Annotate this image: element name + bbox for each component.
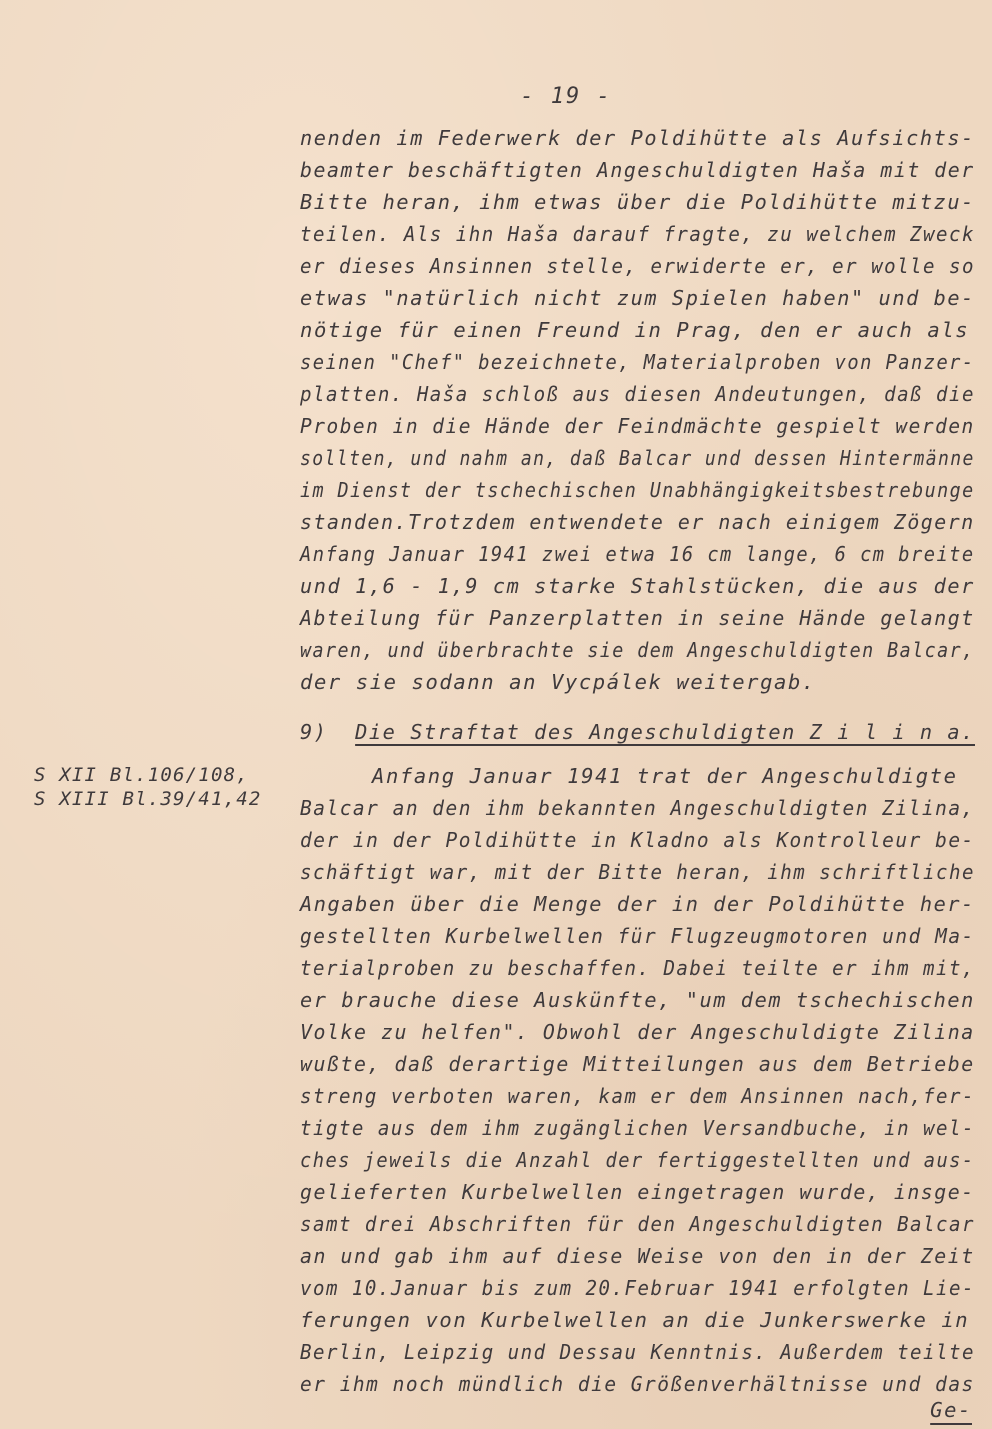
text-line: nötige für einen Freund in Prag, den er auch als (300, 318, 970, 342)
text-line: teilen. Als ihn Haša darauf fragte, zu welchem Zweck (300, 222, 975, 246)
text-line: und 1,6 - 1,9 cm starke Stahlstücken, die aus der (300, 574, 975, 598)
text-line: gestellten Kurbelwellen für Flugzeugmotoren und Ma- (300, 924, 975, 948)
text-line: sollten, und nahm an, daß Balcar und dessen Hintermänne (300, 446, 975, 470)
text-line: vom 10.Januar bis zum 20.Februar 1941 erfolgten Lie- (300, 1276, 975, 1300)
text-line: Anfang Januar 1941 zwei etwa 16 cm lange, 6 cm breite (300, 542, 975, 566)
text-line: terialproben zu beschaffen. Dabei teilte er ihm mit, (300, 956, 975, 980)
text-line: gelieferten Kurbelwellen eingetragen wurde, insge- (300, 1180, 975, 1204)
text-line: er brauche diese Auskünfte, "um dem tschechischen (300, 988, 975, 1012)
text-line: tigte aus dem ihm zugänglichen Versandbuche, in wel- (300, 1116, 975, 1140)
text-line: standen.Trotzdem entwendete er nach einigem Zögern (300, 510, 975, 534)
text-line: waren, und überbrachte sie dem Angeschuldigten Balcar, (300, 638, 975, 662)
section-title: Die Straftat des Angeschuldigten Z i l i n a. (355, 720, 975, 744)
text-line: der in der Poldihütte in Kladno als Kontrolleur be- (300, 828, 975, 852)
section-heading (300, 722, 975, 743)
text-line: Anfang Januar 1941 trat der Angeschuldigte (372, 764, 958, 788)
text-line: samt drei Abschriften für den Angeschuldigten Balcar (300, 1212, 975, 1236)
margin-note: S XIII Bl.39/41,42 (34, 788, 262, 810)
margin-note: S XII Bl.106/108, (34, 764, 249, 786)
text-line: Volke zu helfen". Obwohl der Angeschuldigte Zilina (300, 1020, 975, 1044)
text-line: im Dienst der tschechischen Unabhängigkeitsbestrebunge (300, 478, 975, 502)
text-line: wußte, daß derartige Mitteilungen aus dem Betriebe (300, 1052, 975, 1076)
text-line: Angaben über die Menge der in der Poldihütte her- (300, 892, 975, 916)
text-line: nenden im Federwerk der Poldihütte als Aufsichts- (300, 126, 975, 150)
text-line: beamter beschäftigten Angeschuldigten Haša mit der (300, 158, 975, 182)
text-line: etwas "natürlich nicht zum Spielen haben" und be- (300, 286, 975, 310)
text-line: Abteilung für Panzerplatten in seine Hände gelangt (300, 606, 975, 630)
catchword: Ge- (930, 1398, 972, 1422)
text-line: er ihm noch mündlich die Größenverhältnisse und das (300, 1372, 975, 1396)
text-line: ches jeweils die Anzahl der fertiggestellten und aus- (300, 1148, 975, 1172)
text-line: Balcar an den ihm bekannten Angeschuldigten Zilina, (300, 796, 975, 820)
text-line: ferungen von Kurbelwellen an die Junkerswerke in (300, 1308, 970, 1332)
text-line: Proben in die Hände der Feindmächte gespielt werden (300, 414, 975, 438)
text-line: schäftigt war, mit der Bitte heran, ihm schriftliche (300, 860, 975, 884)
text-line: platten. Haša schloß aus diesen Andeutungen, daß die (300, 382, 975, 406)
text-line: er dieses Ansinnen stelle, erwiderte er, er wolle so (300, 254, 975, 278)
text-line: streng verboten waren, kam er dem Ansinnen nach,fer- (300, 1084, 975, 1108)
text-line: der sie sodann an Vycpálek weitergab. (300, 670, 816, 694)
text-line: Bitte heran, ihm etwas über die Poldihütte mitzu- (300, 190, 975, 214)
text-line: seinen "Chef" bezeichnete, Materialproben von Panzer- (300, 350, 975, 374)
text-line: Berlin, Leipzig und Dessau Kenntnis. Außerdem teilte (300, 1340, 975, 1364)
page-number: - 19 - (520, 84, 612, 109)
text-line: an und gab ihm auf diese Weise von den in der Zeit (300, 1244, 975, 1268)
section-number: 9) (300, 720, 328, 744)
